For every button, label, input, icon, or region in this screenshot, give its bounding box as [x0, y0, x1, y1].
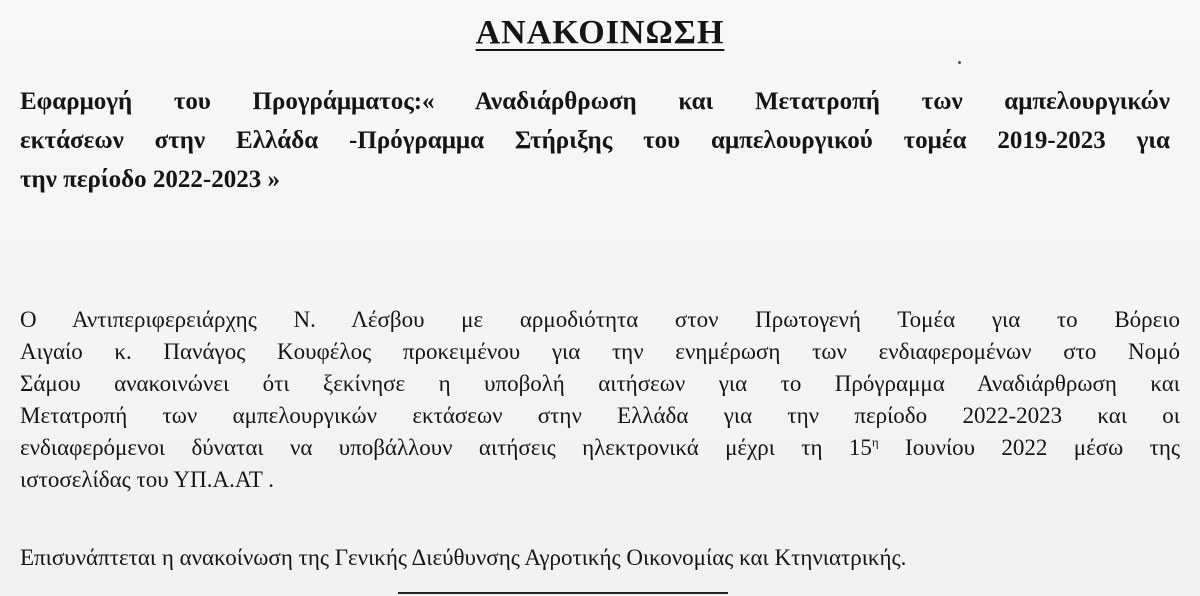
subject-line-3: την περίοδο 2022-2023 »: [20, 166, 280, 193]
subject-line-2: εκτάσεων στην Ελλάδα -Πρόγραμμα Στήριξης του αμπελουργικού τομέα 2019-2023 για: [20, 127, 1170, 154]
body-line-1: Ο Αντιπεριφερειάρχης Ν. Λέσβου με αρμοδιότητα στον Πρωτογενή Τομέα για το Βόρειο: [20, 307, 1180, 332]
ordinal-superscript: η: [871, 434, 879, 450]
body-paragraph: [20, 304, 1180, 496]
body-line-2: Αιγαίο κ. Πανάγος Κουφέλος προκειμένου για την ενημέρωση των ενδιαφερομένων στο Νομό: [20, 339, 1180, 364]
signature-rule: [398, 592, 728, 594]
body-line-5-end: Ιουνίου 2022 μέσω της: [878, 435, 1180, 460]
body-line-3: Σάμου ανακοινώνει ότι ξεκίνησε η υποβολή αιτήσεων για το Πρόγραμμα Αναδιάρθρωση και: [20, 371, 1180, 396]
body-line-4: Μετατροπή των αμπελουργικών εκτάσεων στην Ελλάδα για την περίοδο 2022-2023 και οι: [20, 403, 1180, 428]
announcement-heading-text: ΑΝΑΚΟΙΝΩΣΗ: [475, 14, 725, 51]
attachment-note: Επισυνάπτεται η ανακοίνωση της Γενικής Διεύθυνσης Αγροτικής Οικονομίας και Κτηνιατρικής.: [20, 545, 907, 570]
subject-block: [20, 82, 1170, 199]
body-line-5-start: ενδιαφερόμενοι δύναται να υποβάλλουν αιτήσεις ηλεκτρονικά μέχρι τη 15: [20, 435, 872, 460]
scan-speck: [958, 61, 961, 64]
body-line-6: ιστοσελίδας του ΥΠ.Α.ΑΤ .: [20, 467, 275, 492]
body-line-5: [20, 432, 1180, 464]
announcement-heading: [0, 14, 1200, 52]
subject-line-1: Εφαρμογή του Προγράμματος:« Αναδιάρθρωση και Μετατροπή των αμπελουργικών: [20, 88, 1170, 115]
